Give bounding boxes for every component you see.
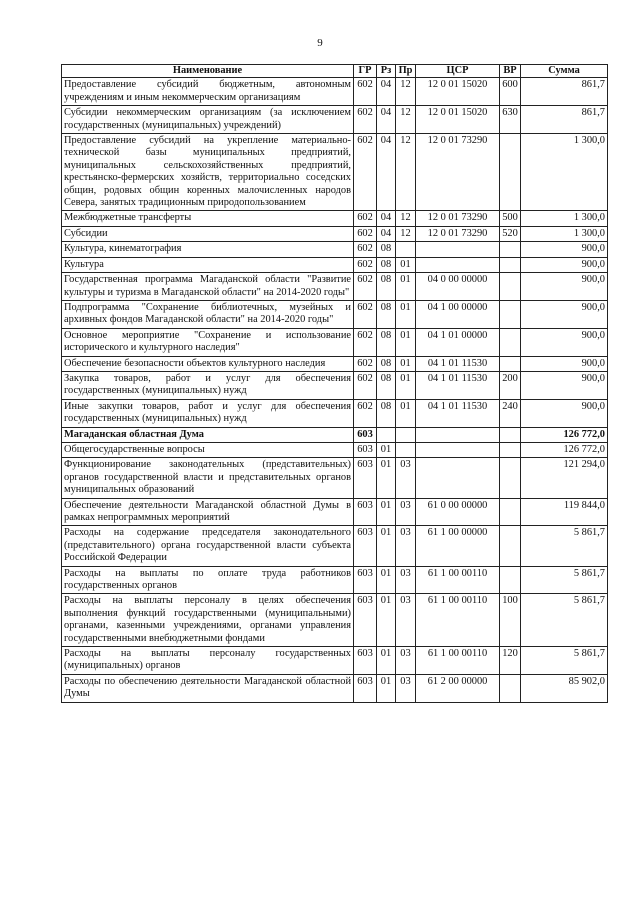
row-csr-cell: 61 1 00 00000 xyxy=(416,526,500,566)
row-csr-cell: 61 0 00 00000 xyxy=(416,498,500,526)
row-gr-cell: 602 xyxy=(354,134,377,211)
row-vr-cell xyxy=(500,566,521,594)
row-csr-cell: 04 1 01 11530 xyxy=(416,356,500,371)
table-row xyxy=(62,458,608,498)
row-rz-cell: 01 xyxy=(377,674,396,702)
row-vr-cell xyxy=(500,242,521,257)
row-rz-cell: 01 xyxy=(377,442,396,457)
row-gr-cell: 602 xyxy=(354,399,377,427)
row-gr-cell: 602 xyxy=(354,211,377,226)
row-rz-cell: 08 xyxy=(377,328,396,356)
row-pr-cell: 01 xyxy=(396,328,416,356)
row-name-cell: Культура, кинематография xyxy=(62,242,354,257)
row-vr-cell xyxy=(500,300,521,328)
header-gr: ГР xyxy=(354,65,377,78)
row-sum-cell: 126 772,0 xyxy=(521,442,608,457)
row-pr-cell: 12 xyxy=(396,106,416,134)
row-csr-cell: 04 1 00 00000 xyxy=(416,300,500,328)
table-row xyxy=(62,328,608,356)
row-pr-cell: 12 xyxy=(396,78,416,106)
row-sum-cell: 900,0 xyxy=(521,273,608,301)
row-sum-cell: 900,0 xyxy=(521,399,608,427)
row-rz-cell: 08 xyxy=(377,300,396,328)
table-row xyxy=(62,211,608,226)
row-sum-cell: 861,7 xyxy=(521,106,608,134)
table-row xyxy=(62,300,608,328)
row-gr-cell: 602 xyxy=(354,328,377,356)
row-gr-cell: 603 xyxy=(354,442,377,457)
row-vr-cell: 500 xyxy=(500,211,521,226)
row-gr-cell: 602 xyxy=(354,242,377,257)
table-row xyxy=(62,399,608,427)
table-row xyxy=(62,427,608,442)
row-name-cell: Расходы по обеспечению деятельности Магаданской областной Думы xyxy=(62,674,354,702)
table-row xyxy=(62,106,608,134)
row-sum-cell: 900,0 xyxy=(521,371,608,399)
row-gr-cell: 603 xyxy=(354,458,377,498)
row-name-cell: Общегосударственные вопросы xyxy=(62,442,354,457)
row-gr-cell: 602 xyxy=(354,106,377,134)
row-rz-cell: 04 xyxy=(377,78,396,106)
row-csr-cell: 04 1 01 11530 xyxy=(416,371,500,399)
row-pr-cell: 01 xyxy=(396,356,416,371)
row-sum-cell: 5 861,7 xyxy=(521,647,608,675)
row-name-cell: Субсидии некоммерческим организациям (за исключением государственных (муниципальных) учреждений) xyxy=(62,106,354,134)
row-rz-cell: 08 xyxy=(377,257,396,272)
row-gr-cell: 603 xyxy=(354,566,377,594)
table-row xyxy=(62,442,608,457)
table-row xyxy=(62,371,608,399)
row-rz-cell: 08 xyxy=(377,371,396,399)
header-csr: ЦСР xyxy=(416,65,500,78)
row-sum-cell: 1 300,0 xyxy=(521,134,608,211)
row-name-cell: Функционирование законодательных (представительных) органов государственной власти и представительных органов муниципальных образований xyxy=(62,458,354,498)
row-name-cell: Расходы на выплаты по оплате труда работников государственных органов xyxy=(62,566,354,594)
row-sum-cell: 85 902,0 xyxy=(521,674,608,702)
row-csr-cell: 12 0 01 73290 xyxy=(416,226,500,241)
row-csr-cell: 04 1 01 00000 xyxy=(416,328,500,356)
row-gr-cell: 602 xyxy=(354,300,377,328)
row-vr-cell xyxy=(500,356,521,371)
row-csr-cell: 12 0 01 73290 xyxy=(416,134,500,211)
row-name-cell: Обеспечение деятельности Магаданской областной Думы в рамках непрограммных мероприятий xyxy=(62,498,354,526)
row-vr-cell xyxy=(500,427,521,442)
row-pr-cell: 12 xyxy=(396,134,416,211)
row-name-cell: Обеспечение безопасности объектов культурного наследия xyxy=(62,356,354,371)
row-sum-cell: 900,0 xyxy=(521,356,608,371)
row-rz-cell: 01 xyxy=(377,594,396,647)
row-rz-cell: 08 xyxy=(377,356,396,371)
row-pr-cell: 03 xyxy=(396,674,416,702)
row-rz-cell: 04 xyxy=(377,106,396,134)
budget-table xyxy=(61,64,608,703)
table-row xyxy=(62,273,608,301)
row-pr-cell xyxy=(396,242,416,257)
row-gr-cell: 603 xyxy=(354,498,377,526)
row-pr-cell: 03 xyxy=(396,647,416,675)
row-sum-cell: 861,7 xyxy=(521,78,608,106)
row-vr-cell xyxy=(500,134,521,211)
row-rz-cell: 08 xyxy=(377,399,396,427)
row-gr-cell: 602 xyxy=(354,257,377,272)
table-row xyxy=(62,242,608,257)
row-rz-cell: 04 xyxy=(377,134,396,211)
table-row xyxy=(62,566,608,594)
row-sum-cell: 1 300,0 xyxy=(521,226,608,241)
row-name-cell: Основное мероприятие "Сохранение и использование исторического и культурного наследия" xyxy=(62,328,354,356)
row-gr-cell: 603 xyxy=(354,526,377,566)
row-name-cell: Предоставление субсидий на укрепление материально-технической базы муниципальных предприятий, муниципальных сельскохозяйственных предприятий, крестьянско-фермерских хозяйств, территориально соседских общин, родовых общин коренных малочисленных народов Севера, занятых традиционным природопользованием xyxy=(62,134,354,211)
table-row xyxy=(62,594,608,647)
row-name-cell: Расходы на содержание председателя законодательного (представительного) органа государственной власти субъекта Российской Федерации xyxy=(62,526,354,566)
row-pr-cell: 12 xyxy=(396,211,416,226)
row-rz-cell: 04 xyxy=(377,226,396,241)
row-vr-cell: 630 xyxy=(500,106,521,134)
row-vr-cell xyxy=(500,674,521,702)
row-name-cell: Государственная программа Магаданской области "Развитие культуры и туризма в Магаданской области" на 2014-2020 годы" xyxy=(62,273,354,301)
row-name-cell: Расходы на выплаты персоналу в целях обеспечения выполнения функций государственными (муниципальными) органами, казенными учреждениями, органами управления государственными внебюджетными фондами xyxy=(62,594,354,647)
row-vr-cell: 200 xyxy=(500,371,521,399)
table-row xyxy=(62,526,608,566)
row-vr-cell: 600 xyxy=(500,78,521,106)
row-sum-cell: 5 861,7 xyxy=(521,566,608,594)
row-pr-cell: 01 xyxy=(396,300,416,328)
row-vr-cell: 240 xyxy=(500,399,521,427)
row-vr-cell xyxy=(500,257,521,272)
row-gr-cell: 603 xyxy=(354,674,377,702)
row-pr-cell: 01 xyxy=(396,273,416,301)
row-sum-cell: 5 861,7 xyxy=(521,526,608,566)
page-number: 9 xyxy=(317,37,323,49)
header-rz: Рз xyxy=(377,65,396,78)
row-vr-cell xyxy=(500,498,521,526)
row-csr-cell: 04 0 00 00000 xyxy=(416,273,500,301)
row-rz-cell: 08 xyxy=(377,242,396,257)
row-gr-cell: 602 xyxy=(354,371,377,399)
row-csr-cell xyxy=(416,257,500,272)
row-name-cell: Иные закупки товаров, работ и услуг для обеспечения государственных (муниципальных) нужд xyxy=(62,399,354,427)
row-csr-cell: 04 1 01 11530 xyxy=(416,399,500,427)
row-csr-cell: 61 1 00 00110 xyxy=(416,647,500,675)
row-sum-cell: 900,0 xyxy=(521,328,608,356)
row-pr-cell xyxy=(396,427,416,442)
table-row xyxy=(62,78,608,106)
table-body xyxy=(62,78,608,702)
row-rz-cell: 01 xyxy=(377,526,396,566)
table-row xyxy=(62,134,608,211)
header-name: Наименование xyxy=(62,65,354,78)
row-pr-cell: 03 xyxy=(396,526,416,566)
table-header-row xyxy=(62,65,608,78)
row-sum-cell: 126 772,0 xyxy=(521,427,608,442)
row-csr-cell: 61 2 00 00000 xyxy=(416,674,500,702)
row-gr-cell: 602 xyxy=(354,273,377,301)
row-name-cell: Расходы на выплаты персоналу государственных (муниципальных) органов xyxy=(62,647,354,675)
row-rz-cell xyxy=(377,427,396,442)
row-sum-cell: 121 294,0 xyxy=(521,458,608,498)
row-name-cell: Культура xyxy=(62,257,354,272)
row-pr-cell: 03 xyxy=(396,594,416,647)
row-name-cell: Магаданская областная Дума xyxy=(62,427,354,442)
row-rz-cell: 08 xyxy=(377,273,396,301)
row-pr-cell: 01 xyxy=(396,371,416,399)
row-sum-cell: 1 300,0 xyxy=(521,211,608,226)
row-pr-cell: 03 xyxy=(396,458,416,498)
row-sum-cell: 900,0 xyxy=(521,300,608,328)
row-vr-cell xyxy=(500,328,521,356)
table-row xyxy=(62,647,608,675)
table-row xyxy=(62,356,608,371)
table-row xyxy=(62,226,608,241)
row-sum-cell: 900,0 xyxy=(521,257,608,272)
header-vr: ВР xyxy=(500,65,521,78)
row-name-cell: Закупка товаров, работ и услуг для обеспечения государственных (муниципальных) нужд xyxy=(62,371,354,399)
row-csr-cell xyxy=(416,427,500,442)
row-gr-cell: 602 xyxy=(354,78,377,106)
row-sum-cell: 119 844,0 xyxy=(521,498,608,526)
row-rz-cell: 01 xyxy=(377,498,396,526)
row-name-cell: Субсидии xyxy=(62,226,354,241)
header-sum: Сумма xyxy=(521,65,608,78)
row-pr-cell xyxy=(396,442,416,457)
row-name-cell: Подпрограмма "Сохранение библиотечных, музейных и архивных фондов Магаданской области" на 2014-2020 годы" xyxy=(62,300,354,328)
row-csr-cell: 12 0 01 73290 xyxy=(416,211,500,226)
row-csr-cell xyxy=(416,242,500,257)
row-csr-cell: 12 0 01 15020 xyxy=(416,78,500,106)
row-rz-cell: 01 xyxy=(377,458,396,498)
table-row xyxy=(62,498,608,526)
row-vr-cell xyxy=(500,458,521,498)
row-vr-cell xyxy=(500,526,521,566)
row-csr-cell: 61 1 00 00110 xyxy=(416,566,500,594)
row-csr-cell: 12 0 01 15020 xyxy=(416,106,500,134)
row-csr-cell xyxy=(416,458,500,498)
row-pr-cell: 01 xyxy=(396,399,416,427)
row-name-cell: Предоставление субсидий бюджетным, автономным учреждениям и иным некоммерческим организациям xyxy=(62,78,354,106)
row-vr-cell: 520 xyxy=(500,226,521,241)
table-row xyxy=(62,257,608,272)
row-gr-cell: 603 xyxy=(354,427,377,442)
row-vr-cell: 120 xyxy=(500,647,521,675)
header-pr: Пр xyxy=(396,65,416,78)
row-pr-cell: 01 xyxy=(396,257,416,272)
row-csr-cell xyxy=(416,442,500,457)
row-vr-cell xyxy=(500,442,521,457)
row-pr-cell: 03 xyxy=(396,498,416,526)
row-vr-cell xyxy=(500,273,521,301)
table-row xyxy=(62,674,608,702)
row-pr-cell: 03 xyxy=(396,566,416,594)
row-vr-cell: 100 xyxy=(500,594,521,647)
row-gr-cell: 603 xyxy=(354,594,377,647)
row-sum-cell: 900,0 xyxy=(521,242,608,257)
row-sum-cell: 5 861,7 xyxy=(521,594,608,647)
row-rz-cell: 01 xyxy=(377,566,396,594)
row-gr-cell: 602 xyxy=(354,226,377,241)
row-gr-cell: 602 xyxy=(354,356,377,371)
row-rz-cell: 01 xyxy=(377,647,396,675)
row-rz-cell: 04 xyxy=(377,211,396,226)
row-pr-cell: 12 xyxy=(396,226,416,241)
row-gr-cell: 603 xyxy=(354,647,377,675)
row-csr-cell: 61 1 00 00110 xyxy=(416,594,500,647)
row-name-cell: Межбюджетные трансферты xyxy=(62,211,354,226)
